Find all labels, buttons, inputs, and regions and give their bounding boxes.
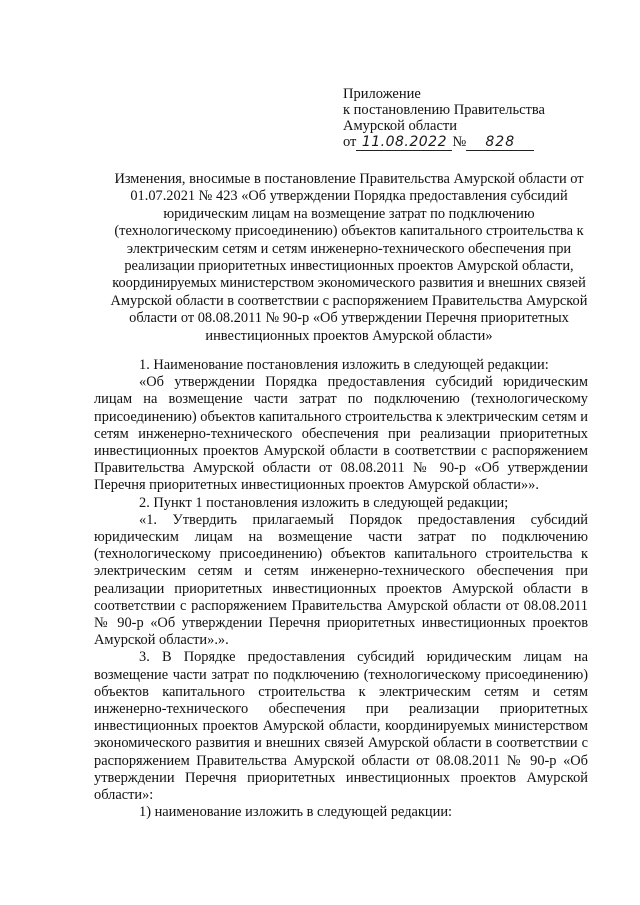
appendix-block xyxy=(343,86,603,151)
paragraph: 1. Наименование постановления изложить в следующей редакции: xyxy=(139,357,549,373)
paragraph: 3. В Порядке предоставления субсидий юридическим лицам на возмещение части затрат по подключению (технологическому присоединению) объектов капитального строительства к электрическим сетям и сетям инженерно-технического обеспечения при реализации приоритетных инвестиционных проектов Амурской области, координируемых министерством экономического развития и внешних связей Амурской области в соответствии с распоряжением Правительства Амурской области от 08.08.2011 № 90-р «Об утверждении Перечня приоритетных инвестиционных проектов Амурской области»: xyxy=(94,649,588,804)
appendix-region: Амурской области xyxy=(343,118,457,134)
document-body xyxy=(94,357,588,821)
appendix-date-number-row xyxy=(343,134,603,151)
from-label: от xyxy=(343,134,357,150)
appendix-heading: Приложение xyxy=(343,86,421,102)
number-label: № xyxy=(452,134,467,150)
appendix-reference: к постановлению Правительства xyxy=(343,102,545,118)
handwritten-number: 828 xyxy=(466,135,534,151)
handwritten-date: 11.08.2022 xyxy=(356,135,452,151)
paragraph: 2. Пункт 1 постановления изложить в следующей редакции; xyxy=(139,494,509,511)
paragraph: 1) наименование изложить в следующей редакции: xyxy=(139,804,453,821)
paragraph: «Об утверждении Порядка предоставления субсидий юридическим лицам на возмещение части затрат по подключению (технологическому присоединению) объектов капитального строительства к электрическим сетям и сетям инженерно-технического обеспечения при реализации приоритетных инвестиционных проектов Амурской области в соответствии с распоряжением Правительства Амурской области от 08.08.2011 № 90-р «Об утверждении Перечня приоритетных инвестиционных проектов Амурской области»». xyxy=(94,374,588,494)
paragraph: «1. Утвердить прилагаемый Порядок предоставления субсидий юридическим лицам на возмещение части затрат по подключению (технологическому присоединению) объектов капитального строительства к электрическим сетям и сетям инженерно-технического обеспечения при реализации приоритетных инвестиционных проектов Амурской области в соответствии с распоряжением Правительства Амурской области от 08.08.2011 № 90-р «Об утверждении Перечня приоритетных инвестиционных проектов Амурской области».». xyxy=(94,511,588,649)
document-title: Изменения, вносимые в постановление Правительства Амурской области от 01.07.2021 № 423 «Об утверждении Порядка предоставления субсидий юридическим лицам на возмещение затрат по подключению (технологическому присоединению) объектов капитального строительства к электрическим сетям и сетям инженерно-технического обеспечения при реализации приоритетных инвестиционных проектов Амурской области, координируемых министерством экономического развития и внешних связей Амурской области в соответствии с распоряжением Правительства Амурской области от 08.08.2011 № 90-р «Об утверждении Перечня приоритетных инвестиционных проектов Амурской области» xyxy=(110,171,588,344)
